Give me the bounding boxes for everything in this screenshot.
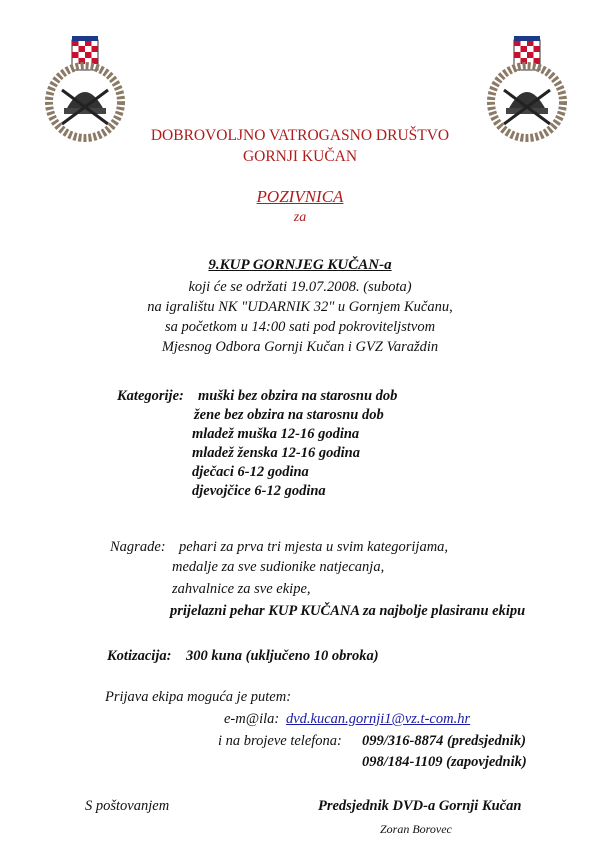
event-line-1: koji će se održati 19.07.2008. (subota) [188,279,412,295]
org-line-1: DOBROVOLJNO VATROGASNO DRUŠTVO [150,127,450,144]
organization-name [0,125,600,167]
prize-item-highlight: prijelazni pehar KUP KUČANA za najbolje plasiranu ekipu [170,603,526,619]
category-item: djevojčice 6-12 godina [192,483,326,499]
phone-label: i na brojeve telefona: [218,733,342,749]
invitation-title: POZIVNICA [256,187,344,206]
org-line-2: GORNJI KUČAN [242,148,358,165]
category-item: dječaci 6-12 godina [192,464,309,480]
email-link[interactable]: dvd.kucan.gornji1@vz.t-com.hr [286,711,471,727]
category-item: žene bez obzira na starosnu dob [194,407,384,423]
category-item: mladež muška 12-16 godina [192,426,360,442]
phone-president: 099/316-8874 (predsjednik) [362,733,526,749]
event-line-3: sa početkom u 14:00 sati pod pokroviteljstvom [164,319,436,335]
phone-commander: 098/184-1109 (zapovjednik) [362,754,527,770]
fee-label: Kotizacija: [107,648,172,664]
invitation-sub: za [293,210,307,225]
email-label: e-m@ila: [224,711,280,727]
event-line-2: na igralištu NK "UDARNIK 32" u Gornjem Kučanu, [147,299,453,315]
signer-title: Predsjednik DVD-a Gornji Kučan [318,798,522,814]
prize-item: medalje za sve sudionike natjecanja, [172,559,385,575]
category-item: muški bez obzira na starosnu dob [198,388,398,404]
registration-intro: Prijava ekipa moguća je putem: [105,689,292,705]
event-details [0,277,600,357]
greeting: S poštovanjem [85,798,170,814]
categories-label: Kategorije: [117,388,184,404]
prizes-label: Nagrade: [110,539,166,555]
prize-item: pehari za prva tri mjesta u svim kategorijama, [179,539,449,555]
category-item: mladež ženska 12-16 godina [192,445,360,461]
prize-item: zahvalnice za sve ekipe, [172,581,311,597]
event-title: 9.KUP GORNJEG KUČAN-a [208,257,392,273]
categories-list [192,387,398,501]
signer-name: Zoran Borovec [380,822,452,836]
fee-value: 300 kuna (uključeno 10 obroka) [186,648,379,664]
event-line-4: Mjesnog Odbora Gornji Kučan i GVZ Varaždin [161,339,439,355]
